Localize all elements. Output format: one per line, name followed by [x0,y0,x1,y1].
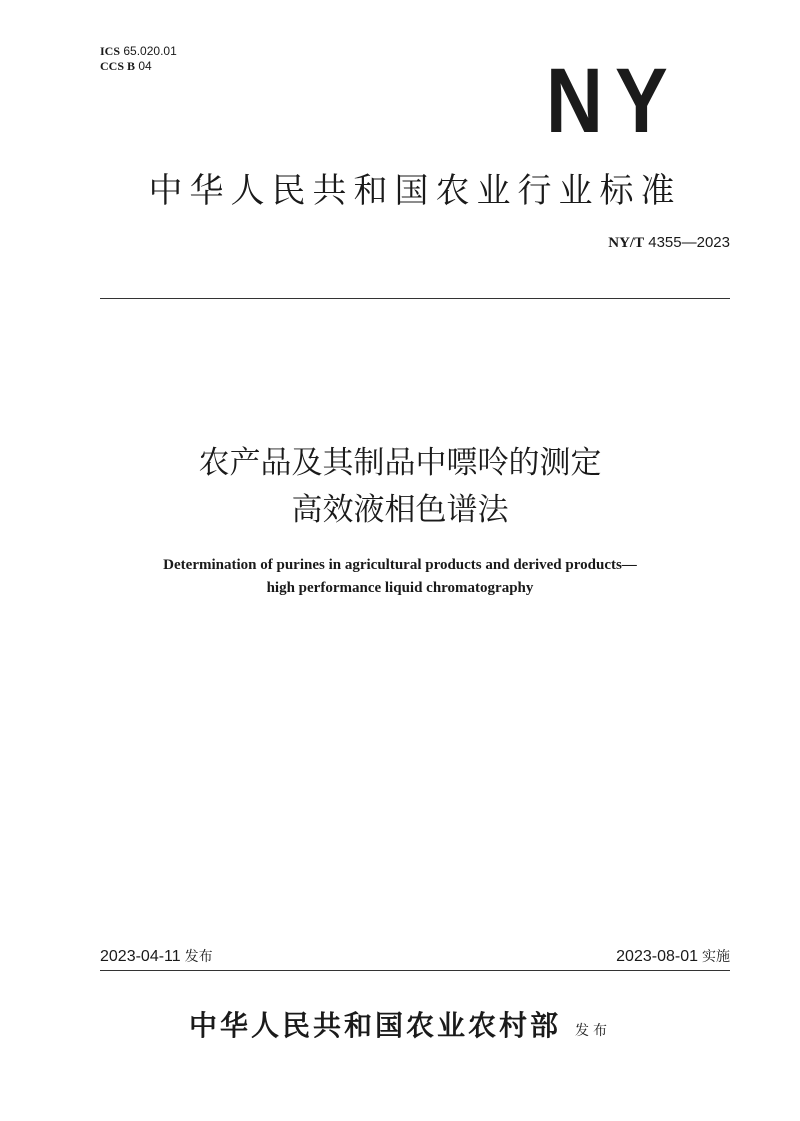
title-english [0,554,800,600]
ccs-value: 04 [138,59,152,73]
publisher-label: 发布 [575,1023,611,1039]
ccs-label: CCS B [100,59,136,73]
ny-logo: NY [546,50,680,152]
issue-date-block [100,944,213,970]
ics-label: ICS [100,44,121,58]
standard-number-value: 4355—2023 [648,234,730,251]
ics-code [100,44,177,59]
header-divider [100,298,730,299]
effective-date-block [616,944,730,970]
effective-label: 实施 [702,949,730,965]
ics-value: 65.020.01 [123,44,177,58]
date-row [100,944,730,971]
publisher-name: 中华人民共和国农业农村部 [188,1009,561,1042]
title-zh-line-2: 高效液相色谱法 [291,492,509,528]
issue-label: 发布 [184,949,213,965]
standard-type-heading: 中华人民共和国农业行业标准 [148,171,682,211]
title-en-line-2: high performance liquid chromatography [266,580,534,596]
publisher [0,1004,800,1044]
title-chinese [0,440,800,534]
title-en-line-1: Determination of purines in agricultural products and derived products— [163,557,637,573]
issue-date: 2023-04-11 [100,948,181,965]
classification-codes [100,44,177,74]
standard-number-prefix: NY/T [608,235,645,251]
effective-date: 2023-08-01 [616,948,698,965]
ccs-code [100,59,177,74]
standard-number [608,234,730,252]
title-zh-line-1: 农产品及其制品中嘌呤的测定 [198,445,602,481]
